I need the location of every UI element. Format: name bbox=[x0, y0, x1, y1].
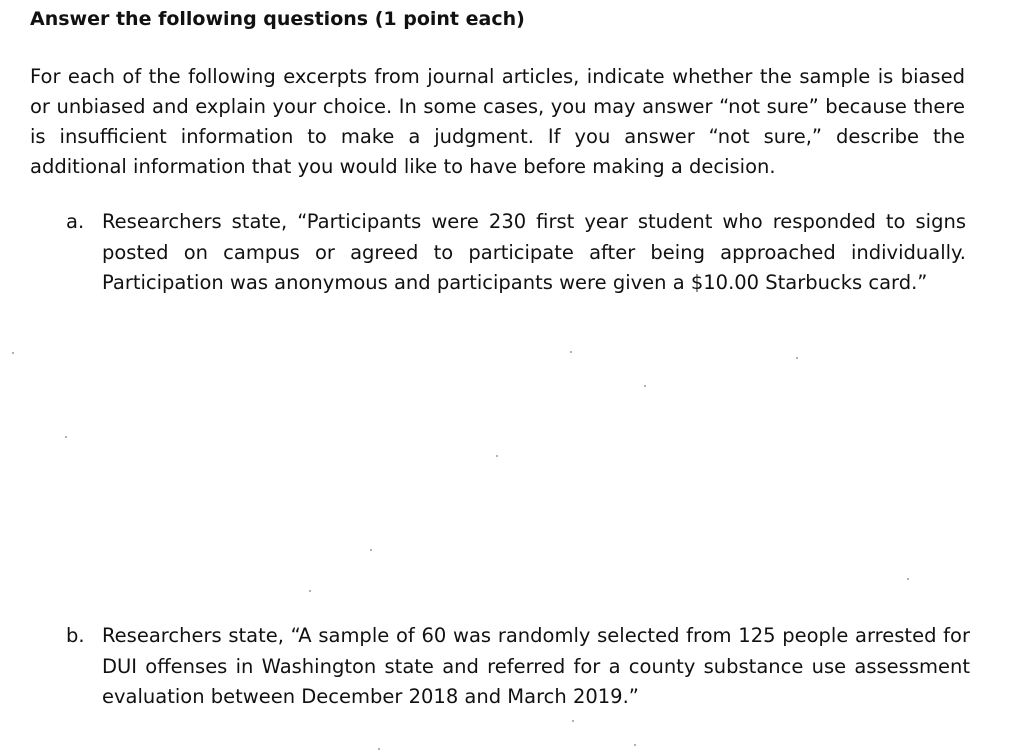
question-b bbox=[66, 621, 970, 713]
scan-speck bbox=[907, 578, 909, 580]
scan-speck bbox=[370, 549, 372, 551]
instructions-paragraph: For each of the following excerpts from journal articles, indicate whether the sample is biased or unbiased and explain your choice. In some cases, you may answer “not sure” because there is insufficient information to make a judgment. If you answer “not sure,” describe the additional information that you would like to have before making a decision. bbox=[30, 65, 965, 178]
scan-speck bbox=[644, 385, 646, 387]
instructions-heading: Answer the following questions (1 point each) bbox=[30, 8, 525, 30]
scan-speck bbox=[570, 351, 572, 353]
scan-speck bbox=[634, 744, 636, 746]
question-b-text: Researchers state, “A sample of 60 was randomly selected from 125 people arrested for DUI offenses in Washington state and referred for a county substance use assessment evaluation between December 2018 and March 2019.” bbox=[102, 624, 970, 708]
scan-speck bbox=[496, 455, 498, 457]
question-a-text: Researchers state, “Participants were 230 first year student who responded to signs posted on campus or agreed to participate after being approached individually. Participation was anonymous and participants were given a $10.00 Starbucks card.” bbox=[102, 210, 966, 294]
question-b-label: b. bbox=[66, 624, 85, 647]
scan-speck bbox=[12, 352, 14, 354]
scan-speck bbox=[65, 436, 67, 438]
scan-speck bbox=[378, 748, 380, 750]
scan-speck bbox=[309, 590, 311, 592]
scan-speck bbox=[796, 357, 798, 359]
scan-speck bbox=[572, 720, 574, 722]
question-a-label: a. bbox=[66, 210, 85, 233]
question-a bbox=[66, 207, 966, 299]
